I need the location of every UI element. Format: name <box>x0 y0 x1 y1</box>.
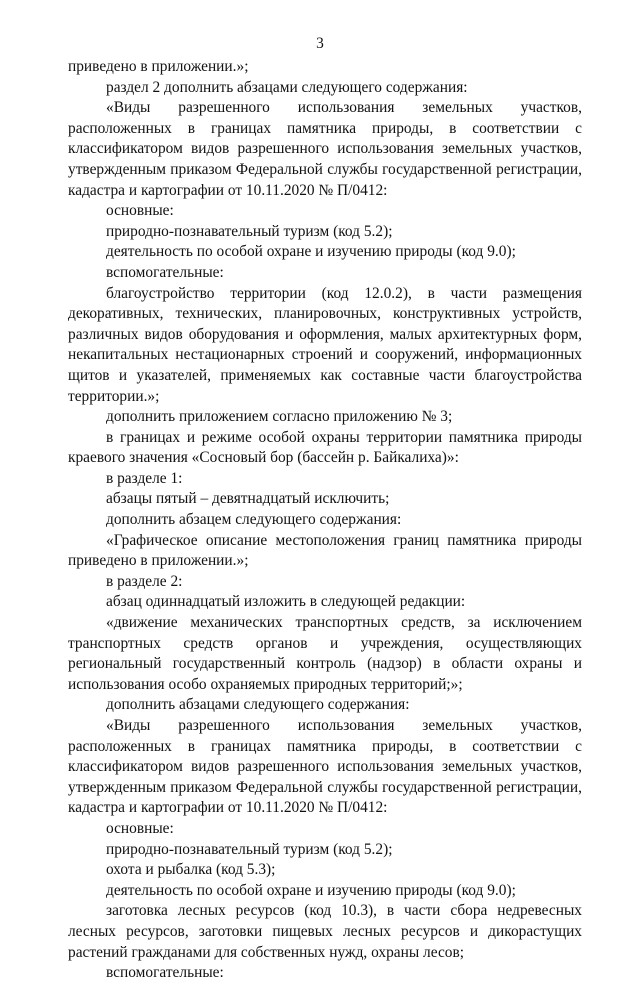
paragraph: дополнить абзацем следующего содержания: <box>106 511 402 529</box>
paragraph: природно-познавательный туризм (код 5.2); <box>106 840 393 858</box>
paragraph: дополнить приложением согласно приложению № 3; <box>106 408 453 426</box>
paragraph: заготовка лесных ресурсов (код 10.3), в части сбора недревесных лесных ресурсов, заготовки пищевых лесных ресурсов и дикорастущих растений гражданами для собственных нужд, охраны лесов; <box>68 902 582 961</box>
paragraph: охота и рыбалка (код 5.3); <box>106 861 276 879</box>
paragraph: деятельность по особой охране и изучению природы (код 9.0); <box>106 881 516 899</box>
page-number: 3 <box>316 35 324 52</box>
paragraph: природно-познавательный туризм (код 5.2); <box>106 222 393 240</box>
paragraph: абзац одиннадцатый изложить в следующей редакции: <box>106 593 466 611</box>
paragraph: основные: <box>106 819 174 837</box>
paragraph: в границах и режиме особой охраны территории памятника природы краевого значения «Сосновый бор (бассейн р. Байкалиха)»: <box>68 428 582 467</box>
paragraph: основные: <box>106 202 174 220</box>
paragraph: «движение механических транспортных средств, за исключением транспортных средств органов и учреждения, осуществляющих региональный государственный контроль (надзор) в области охраны и использования особо охраняемых природных территорий;»; <box>68 614 582 693</box>
paragraph: в разделе 2: <box>106 572 183 590</box>
paragraph: приведено в приложении.»; <box>68 58 249 75</box>
paragraph: в разделе 1: <box>106 469 183 487</box>
paragraph: вспомогательные: <box>106 964 224 982</box>
document-body <box>68 57 582 984</box>
paragraph: «Графическое описание местоположения границ памятника природы приведено в приложении.»; <box>68 531 582 570</box>
paragraph: дополнить абзацами следующего содержания: <box>106 696 410 714</box>
paragraph: деятельность по особой охране и изучению природы (код 9.0); <box>106 243 516 261</box>
paragraph: «Виды разрешенного использования земельных участков, расположенных в границах памятника природы, в соответствии с классификатором видов разрешенного использования земельных участков, утвержденным приказом Федеральной службы государственной регистрации, кадастра и картографии от 10.11.2020 № П/0412: <box>68 717 582 817</box>
paragraph: абзацы пятый – девятнадцатый исключить; <box>106 490 390 508</box>
paragraph: благоустройство территории (код 12.0.2), в части размещения декоративных, технических, планировочных, конструктивных устройств, различных видов оборудования и оформления, малых архитектурных форм, некапитальных нестационарных строений и сооружений, информационных щитов и указателей, применяемых как составные части благоустройства территории.»; <box>68 284 582 405</box>
paragraph: «Виды разрешенного использования земельных участков, расположенных в границах памятника природы, в соответствии с классификатором видов разрешенного использования земельных участков, утвержденным приказом Федеральной службы государственной регистрации, кадастра и картографии от 10.11.2020 № П/0412: <box>68 99 582 199</box>
paragraph: раздел 2 дополнить абзацами следующего содержания: <box>106 78 468 96</box>
paragraph: вспомогательные: <box>106 263 224 281</box>
